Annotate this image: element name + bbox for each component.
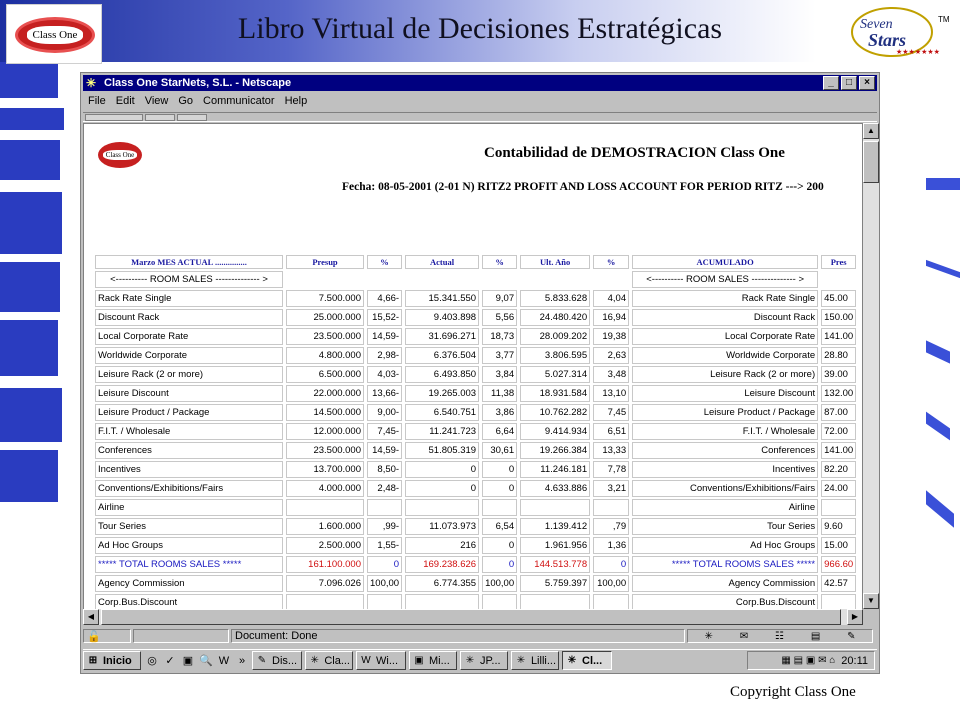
actual-value: 11.073.973 (405, 518, 479, 535)
row-name: Local Corporate Rate (95, 328, 283, 345)
actual-value (405, 499, 479, 516)
page-heading: Contabilidad de DEMOSTRACION Class One (484, 145, 785, 161)
acum-name: Conventions/Exhibitions/Fairs (632, 480, 818, 497)
acum-value: 72.00 (821, 423, 856, 440)
last-year-pct: 16,94 (593, 309, 629, 326)
acum-name: Tour Series (632, 518, 818, 535)
actual-value: 9.403.898 (405, 309, 479, 326)
acum-value: 42.57 (821, 575, 856, 592)
acum-value: 141.00 (821, 442, 856, 459)
task-icon: ✳ (516, 654, 526, 666)
row-name: Airline (95, 499, 283, 516)
task-icon: ✳ (567, 654, 577, 666)
table-row (95, 366, 856, 383)
acum-name: Local Corporate Rate (632, 328, 818, 345)
taskbar-task[interactable]: ✳ Lilli... (511, 651, 559, 670)
scroll-right-arrow[interactable]: ▶ (847, 609, 863, 625)
quicklaunch-icon[interactable]: ◎ (147, 654, 157, 667)
row-name: Agency Commission (95, 575, 283, 592)
actual-pct: 18,73 (482, 328, 517, 345)
acum-name: ***** TOTAL ROOMS SALES ***** (632, 556, 818, 573)
last-year-pct: 13,33 (593, 442, 629, 459)
last-year-pct: 0 (593, 556, 629, 573)
header-ult-ano: Ult. Año (520, 255, 590, 269)
presup-pct: ,99- (367, 518, 402, 535)
maximize-button[interactable]: □ (841, 76, 857, 90)
horizontal-scrollbar[interactable] (83, 609, 863, 625)
collapsed-toolbar-tab[interactable] (177, 114, 207, 121)
left-decor-stripe (0, 192, 62, 254)
clock: 20:11 (841, 654, 868, 667)
last-year-value: 5.759.397 (520, 575, 590, 592)
menu-help[interactable]: Help (284, 95, 308, 107)
last-year-pct: 100,00 (593, 575, 629, 592)
svg-text:Seven: Seven (860, 17, 893, 32)
actual-pct: 0 (482, 556, 517, 573)
navigator-icon[interactable]: ✳ (704, 630, 713, 642)
acum-value: 132.00 (821, 385, 856, 402)
presup-value: 23.500.000 (286, 328, 364, 345)
quicklaunch-icon[interactable]: ✓ (165, 654, 175, 667)
actual-pct: 6,64 (482, 423, 517, 440)
table-row (95, 385, 856, 402)
presup-pct: 4,03- (367, 366, 402, 383)
presup-value: 4.800.000 (286, 347, 364, 364)
quicklaunch-icon[interactable]: 🔍 (199, 654, 213, 667)
row-name: Incentives (95, 461, 283, 478)
row-name: Rack Rate Single (95, 290, 283, 307)
right-decor-stripe (926, 178, 960, 190)
row-name: Tour Series (95, 518, 283, 535)
status-text: Document: Done (231, 629, 685, 643)
acum-name: Agency Commission (632, 575, 818, 592)
left-decor-stripe (0, 140, 60, 180)
presup-pct: 0 (367, 556, 402, 573)
presup-value: 12.000.000 (286, 423, 364, 440)
table-row (95, 575, 856, 592)
last-year-value: 18.931.584 (520, 385, 590, 402)
slide-title: Libro Virtual de Decisiones Estratégicas (237, 12, 723, 45)
presup-value (286, 499, 364, 516)
presup-pct: 8,50- (367, 461, 402, 478)
acum-name: Corp.Bus.Discount (632, 594, 818, 611)
task-icon: ✳ (465, 654, 475, 666)
actual-value: 0 (405, 461, 479, 478)
acum-value: 966.60 (821, 556, 856, 573)
acum-name: Discount Rack (632, 309, 818, 326)
table-row (95, 461, 856, 478)
actual-pct: 0 (482, 537, 517, 554)
presup-value: 25.000.000 (286, 309, 364, 326)
actual-value: 0 (405, 480, 479, 497)
left-decor-stripe (0, 262, 60, 312)
last-year-pct: 4,04 (593, 290, 629, 307)
presup-pct: 2,98- (367, 347, 402, 364)
copyright: Copyright Class One (730, 684, 856, 700)
left-decor-stripe (0, 108, 64, 130)
seven-stars-logo (848, 4, 952, 60)
presup-value: 1.600.000 (286, 518, 364, 535)
table-row (95, 518, 856, 535)
actual-value: 6.774.355 (405, 575, 479, 592)
last-year-value: 5.833.628 (520, 290, 590, 307)
acum-value: 150.00 (821, 309, 856, 326)
table-row (95, 328, 856, 345)
row-name: ***** TOTAL ROOMS SALES ***** (95, 556, 283, 573)
actual-pct: 11,38 (482, 385, 517, 402)
acum-name: Ad Hoc Groups (632, 537, 818, 554)
right-decor-stripe (926, 490, 954, 527)
actual-value: 6.376.504 (405, 347, 479, 364)
taskbar-task-active[interactable]: ✳ Cl... (562, 651, 612, 670)
actual-value: 11.241.723 (405, 423, 479, 440)
menu-communicator[interactable]: Communicator (203, 95, 275, 107)
row-name: Corp.Bus.Discount (95, 594, 283, 611)
windows-logo-icon: ⊞ (88, 654, 98, 666)
actual-pct (482, 499, 517, 516)
last-year-pct: 19,38 (593, 328, 629, 345)
svg-text:TM: TM (938, 15, 950, 24)
section-label: <---------- ROOM SALES -------------- > (632, 271, 818, 288)
last-year-pct (593, 499, 629, 516)
hscroll-thumb[interactable] (101, 609, 841, 625)
last-year-value: 1.139.412 (520, 518, 590, 535)
svg-text:★★★★★★★: ★★★★★★★ (896, 49, 940, 56)
section-row (95, 271, 856, 288)
scroll-left-arrow[interactable]: ◀ (83, 609, 99, 625)
menu-view[interactable]: View (144, 95, 169, 107)
acum-name: Incentives (632, 461, 818, 478)
collapsed-toolbar-tab[interactable] (145, 114, 175, 121)
presup-pct: 9,00- (367, 404, 402, 421)
table-header-row (95, 255, 856, 269)
presup-pct: 4,66- (367, 290, 402, 307)
presup-value: 13.700.000 (286, 461, 364, 478)
last-year-pct: ,79 (593, 518, 629, 535)
table-row (95, 442, 856, 459)
left-decor-stripe (0, 320, 58, 376)
header-pct: % (367, 255, 402, 269)
acum-value: 141.00 (821, 328, 856, 345)
presup-value: 7.096.026 (286, 575, 364, 592)
minimize-button[interactable]: _ (823, 76, 839, 90)
taskbar-task[interactable]: ▣ Mi... (409, 651, 457, 670)
actual-pct: 30,61 (482, 442, 517, 459)
security-lock-icon[interactable]: 🔓 (83, 629, 131, 643)
last-year-pct: 7,78 (593, 461, 629, 478)
last-year-value: 9.414.934 (520, 423, 590, 440)
presup-pct (367, 499, 402, 516)
right-decor-stripe (926, 260, 960, 278)
header-acumulado: ACUMULADO (632, 255, 818, 269)
row-name: Discount Rack (95, 309, 283, 326)
actual-pct: 5,56 (482, 309, 517, 326)
acum-name: Leisure Rack (2 or more) (632, 366, 818, 383)
last-year-value: 5.027.314 (520, 366, 590, 383)
presup-value: 22.000.000 (286, 385, 364, 402)
last-year-value: 1.961.956 (520, 537, 590, 554)
scroll-thumb[interactable] (863, 141, 879, 183)
presup-pct: 7,45- (367, 423, 402, 440)
quicklaunch-icon[interactable]: W (218, 654, 230, 667)
task-icon: W (361, 654, 371, 666)
task-icon: ✳ (310, 654, 319, 666)
acum-value: 87.00 (821, 404, 856, 421)
header-pct: % (593, 255, 629, 269)
last-year-pct: 2,63 (593, 347, 629, 364)
newsgroup-icon[interactable]: ☷ (774, 630, 784, 642)
actual-value: 31.696.271 (405, 328, 479, 345)
last-year-value: 144.513.778 (520, 556, 590, 573)
scroll-up-arrow[interactable]: ▲ (863, 123, 879, 139)
actual-pct: 0 (482, 461, 517, 478)
row-name: Ad Hoc Groups (95, 537, 283, 554)
menu-go[interactable]: Go (178, 95, 194, 107)
starnets-app-icon: ✳ (86, 76, 97, 90)
windows-taskbar (83, 649, 877, 671)
row-name: Leisure Product / Package (95, 404, 283, 421)
last-year-value: 28.009.202 (520, 328, 590, 345)
window-title-bar[interactable] (83, 75, 877, 91)
acum-value (821, 499, 856, 516)
last-year-value: 3.806.595 (520, 347, 590, 364)
left-decor-stripe (0, 450, 58, 502)
presup-pct: 15,52- (367, 309, 402, 326)
table-row (95, 537, 856, 554)
vertical-scrollbar[interactable] (863, 123, 879, 609)
actual-value: 51.805.319 (405, 442, 479, 459)
presup-value: 2.500.000 (286, 537, 364, 554)
last-year-pct: 1,36 (593, 537, 629, 554)
section-label: <---------- ROOM SALES -------------- > (95, 271, 283, 288)
table-row (95, 404, 856, 421)
page-class-one-logo: Class One (98, 142, 142, 168)
menu-file[interactable]: File (88, 95, 106, 107)
header-pres: Pres (821, 255, 856, 269)
presup-value: 23.500.000 (286, 442, 364, 459)
actual-value: 19.265.003 (405, 385, 479, 402)
right-decor-stripe (926, 340, 950, 363)
close-button[interactable]: × (859, 76, 875, 90)
actual-pct: 100,00 (482, 575, 517, 592)
acum-name: Rack Rate Single (632, 290, 818, 307)
row-name: Conferences (95, 442, 283, 459)
collapsed-toolbars (83, 112, 877, 122)
last-year-value: 19.266.384 (520, 442, 590, 459)
profit-loss-table (92, 253, 859, 613)
composer-icon[interactable]: ✎ (847, 630, 856, 642)
actual-pct: 3,84 (482, 366, 517, 383)
presup-value: 4.000.000 (286, 480, 364, 497)
actual-value: 6.540.751 (405, 404, 479, 421)
acum-value: 28.80 (821, 347, 856, 364)
last-year-pct: 3,21 (593, 480, 629, 497)
last-year-value: 10.762.282 (520, 404, 590, 421)
menu-bar (83, 93, 312, 111)
table-row (95, 499, 856, 516)
progress-bar (133, 629, 229, 643)
actual-pct: 0 (482, 480, 517, 497)
quicklaunch-icon[interactable]: ▣ (182, 654, 194, 667)
acum-name: Leisure Discount (632, 385, 818, 402)
quicklaunch-more-icon[interactable]: » (238, 654, 246, 667)
acum-name: Worldwide Corporate (632, 347, 818, 364)
presup-value: 161.100.000 (286, 556, 364, 573)
total-row (95, 556, 856, 573)
class-one-logo: Class One (6, 4, 102, 64)
collapsed-toolbar-tab[interactable] (85, 114, 143, 121)
last-year-pct: 3,48 (593, 366, 629, 383)
header-pct: % (482, 255, 517, 269)
presup-pct: 14,59- (367, 328, 402, 345)
scroll-down-arrow[interactable]: ▼ (863, 593, 879, 609)
system-tray (747, 651, 875, 670)
presup-value: 7.500.000 (286, 290, 364, 307)
actual-value: 169.238.626 (405, 556, 479, 573)
last-year-value (520, 499, 590, 516)
right-decor-stripe (926, 412, 950, 441)
acum-value: 24.00 (821, 480, 856, 497)
menu-edit[interactable]: Edit (115, 95, 135, 107)
acum-name: Airline (632, 499, 818, 516)
tray-icons[interactable]: ▦ ▤ ▣ ✉ ⌂ (781, 655, 836, 666)
actual-value: 6.493.850 (405, 366, 479, 383)
actual-pct: 6,54 (482, 518, 517, 535)
left-decor-stripe (0, 62, 58, 98)
report-date-line: Fecha: 08-05-2001 (2-01 N) RITZ2 PROFIT AND LOSS ACCOUNT FOR PERIOD RITZ ---> 200 (342, 181, 824, 193)
last-year-pct: 13,10 (593, 385, 629, 402)
component-bar (687, 629, 873, 643)
presup-pct: 13,66- (367, 385, 402, 402)
window-title: Class One StarNets, S.L. - Netscape (104, 77, 292, 89)
actual-value: 216 (405, 537, 479, 554)
start-button[interactable]: ⊞ Inicio (83, 651, 141, 670)
table-row (95, 480, 856, 497)
actual-pct: 9,07 (482, 290, 517, 307)
table-row (95, 347, 856, 364)
actual-value: 15.341.550 (405, 290, 479, 307)
mail-icon[interactable]: ✉ (739, 630, 749, 642)
header-actual: Actual (405, 255, 479, 269)
taskbar-task[interactable]: ✳ Cla... (305, 651, 353, 670)
acum-value: 45.00 (821, 290, 856, 307)
table-row (95, 290, 856, 307)
status-bar (83, 628, 877, 644)
presup-pct: 1,55- (367, 537, 402, 554)
presup-pct: 2,48- (367, 480, 402, 497)
last-year-value: 11.246.181 (520, 461, 590, 478)
row-name: F.I.T. / Wholesale (95, 423, 283, 440)
last-year-value: 4.633.886 (520, 480, 590, 497)
task-icon: ▣ (414, 654, 424, 666)
last-year-pct: 7,45 (593, 404, 629, 421)
presup-value: 6.500.000 (286, 366, 364, 383)
acum-name: F.I.T. / Wholesale (632, 423, 818, 440)
acum-value: 15.00 (821, 537, 856, 554)
acum-name: Leisure Product / Package (632, 404, 818, 421)
acum-value: 82.20 (821, 461, 856, 478)
header-presup: Presup (286, 255, 364, 269)
presup-value: 14.500.000 (286, 404, 364, 421)
acum-name: Conferences (632, 442, 818, 459)
header-month: Marzo MES ACTUAL ............... (95, 255, 283, 269)
taskbar-task[interactable]: ✳ JP... (460, 651, 508, 670)
acum-value: 39.00 (821, 366, 856, 383)
table-row (95, 309, 856, 326)
acum-value: 9.60 (821, 518, 856, 535)
last-year-value: 24.480.420 (520, 309, 590, 326)
taskbar-task[interactable]: W Wi... (356, 651, 406, 670)
row-name: Leisure Discount (95, 385, 283, 402)
left-decor-stripe (0, 388, 62, 442)
actual-pct: 3,86 (482, 404, 517, 421)
table-row (95, 423, 856, 440)
presup-pct: 100,00 (367, 575, 402, 592)
last-year-pct: 6,51 (593, 423, 629, 440)
netscape-window (80, 72, 880, 674)
row-name: Conventions/Exhibitions/Fairs (95, 480, 283, 497)
address-book-icon[interactable]: ▤ (810, 630, 821, 642)
presup-pct: 14,59- (367, 442, 402, 459)
taskbar-task[interactable]: ✎ Dis... (252, 651, 302, 670)
row-name: Worldwide Corporate (95, 347, 283, 364)
row-name: Leisure Rack (2 or more) (95, 366, 283, 383)
task-icon: ✎ (257, 654, 267, 666)
page-content (83, 123, 863, 623)
actual-pct: 3,77 (482, 347, 517, 364)
svg-text:Stars: Stars (868, 30, 907, 50)
